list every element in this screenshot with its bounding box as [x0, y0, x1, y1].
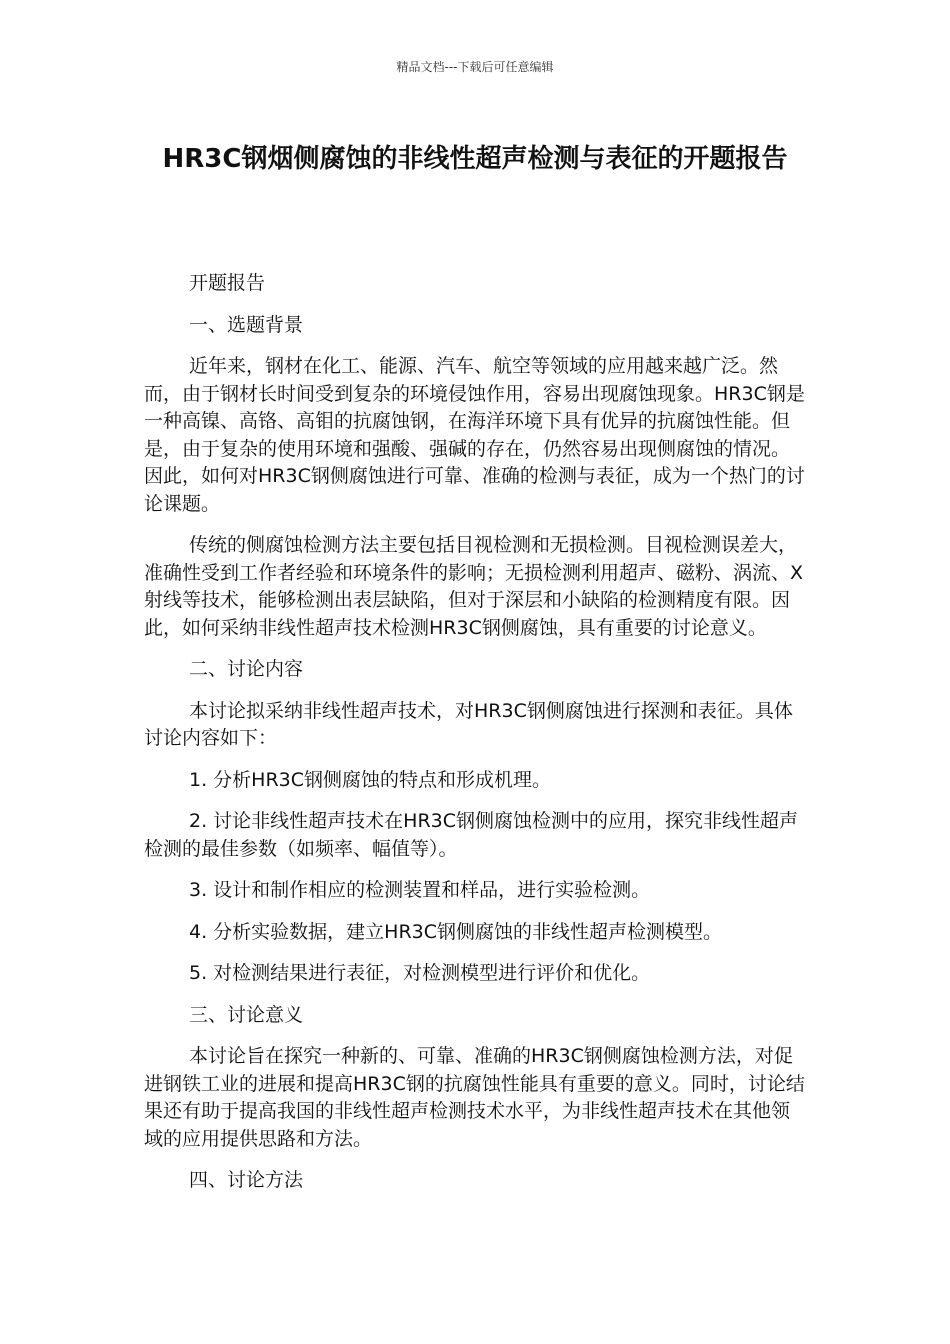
section-heading-background: 一、选题背景: [189, 313, 304, 336]
list-item-1: 1. 分析HR3C钢侧腐蚀的特点和形成机理。: [189, 768, 552, 791]
paragraph-content-intro: 本讨论拟采纳非线性超声技术，对HR3C钢侧腐蚀进行探测和表征。具体讨论内容如下：: [144, 699, 793, 749]
section-label-report: 开题报告: [189, 272, 266, 294]
list-item-2: 2. 讨论非线性超声技术在HR3C钢侧腐蚀检测中的应用，探究非线性超声检测的最佳参数（如频率、幅值等）。: [144, 810, 799, 860]
list-item-3: 3. 设计和制作相应的检测装置和样品，进行实验检测。: [189, 879, 651, 901]
paragraph-significance: 本讨论旨在探究一种新的、可靠、准确的HR3C钢侧腐蚀检测方法，对促进钢铁工业的进展和提高HR3C钢的抗腐蚀性能具有重要的意义。同时，讨论结果还有助于提高我国的非线性超声检测技术水平，为非线性超声技术在其他领域的应用提供思路和方法。: [144, 1045, 805, 1150]
document-body: [144, 270, 808, 1209]
section-heading-content: 二、讨论内容: [189, 658, 304, 680]
list-item-5: 5. 对检测结果进行表征，对检测模型进行评价和优化。: [189, 962, 651, 984]
section-heading-methods: 四、讨论方法: [189, 1169, 304, 1191]
paragraph-background-1: 近年来，钢材在化工、能源、汽车、航空等领域的应用越来越广泛。然而，由于钢材长时间受到复杂的环境侵蚀作用，容易出现腐蚀现象。HR3C钢是一种高镍、高铬、高钼的抗腐蚀钢，在海洋环境下具有优异的抗腐蚀性能。但是，由于复杂的使用环境和强酸、强碱的存在，仍然容易出现侧腐蚀的情况。因此，如何对HR3C钢侧腐蚀进行可靠、准确的检测与表征，成为一个热门的讨论课题。: [144, 355, 805, 515]
paragraph-background-2: 传统的侧腐蚀检测方法主要包括目视检测和无损检测。目视检测误差大，准确性受到工作者经验和环境条件的影响；无损检测利用超声、磁粉、涡流、X射线等技术，能够检测出表层缺陷，但对于深层和小缺陷的检测精度有限。因此，如何采纳非线性超声技术检测HR3C钢侧腐蚀，具有重要的讨论意义。: [144, 534, 804, 639]
document-title: HR3C钢烟侧腐蚀的非线性超声检测与表征的开题报告: [162, 144, 788, 174]
header-note: 精品文档---下载后可任意编辑: [396, 60, 554, 74]
list-item-4: 4. 分析实验数据，建立HR3C钢侧腐蚀的非线性超声检测模型。: [189, 920, 723, 943]
section-heading-significance: 三、讨论意义: [189, 1003, 304, 1026]
